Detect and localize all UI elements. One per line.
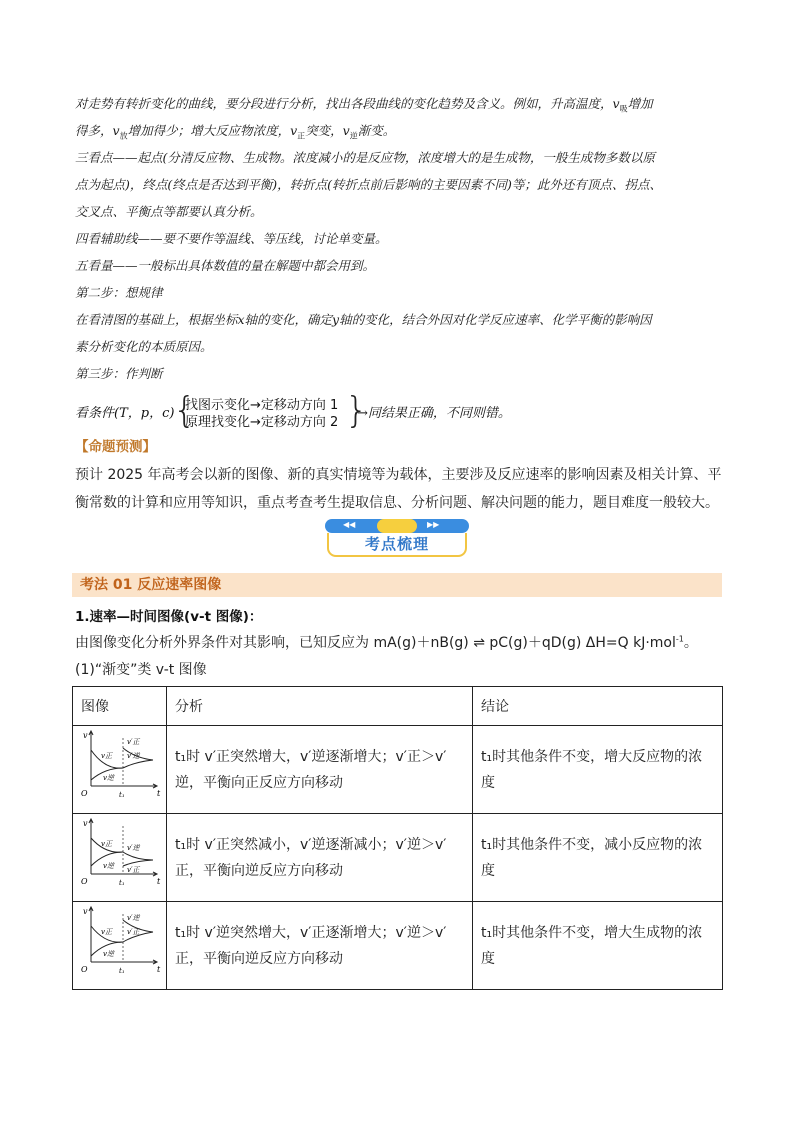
step2-line-1: 在看清图的基础上，根据坐标x轴的变化，确定y轴的变化，结合外因对化学反应速率、化学平衡的影响因 [75,312,652,327]
new-rate-curve-lower [123,760,153,768]
gradual-vt-caption: (1)“渐变”类 v-t 图像 [75,662,207,678]
table-row [73,902,723,990]
x-axis-label: t [157,789,161,798]
header-conclusion: 结论 [473,687,723,726]
y-axis-label: v [83,819,88,828]
right-brace: } [345,390,368,431]
figure-cell [73,902,167,990]
kaofa-title: 考法 01 反应速率图像 [80,577,222,593]
new-rate-curve-upper [123,852,153,860]
x-axis-label: t [157,877,161,886]
intro-line-1: 对走势有转折变化的曲线，要分段进行分析，找出各段曲线的变化趋势及含义。例如，升高温度，$v_吸$增加 [75,96,653,114]
subheading-vt: 1.速率—时间图像(v-t 图像)： [75,609,263,625]
figure-cell [73,726,167,814]
vt-graph [77,728,161,802]
curve-label-left-lower: v逆 [103,862,114,870]
step2-block [75,279,735,387]
conclusion-cell: t₁时其他条件不变，增大反应物的浓度 [473,726,723,814]
intro-line-6: 四看辅助线——要不要作等温线、等压线，讨论单变量。 [75,231,388,246]
vt-table [72,686,723,990]
step3-condition [75,390,675,433]
table-row [73,726,723,814]
condition-route-1: 找图示变化→定移动方向 1 [185,398,339,413]
y-axis-label: v [83,907,88,916]
intro-paragraph [75,90,735,279]
table-row [73,814,723,902]
x-axis-label: t [157,965,161,974]
curve-label-left-lower: v逆 [103,774,114,782]
figure-cell [73,814,167,902]
t1-tick-label: t₁ [119,967,125,975]
step2-line-2: 素分析变化的本质原因。 [75,339,213,354]
banner-pill [377,519,417,533]
step3-title: 第三步：作判断 [75,366,163,381]
curve-label-bottom: v′正 [127,866,140,874]
curve-label-bottom: v′正 [127,928,140,936]
condition-route-2: 原理找变化→定移动方向 2 [185,415,339,430]
section-banner [325,519,469,559]
analysis-cell: t₁时 v′正突然减小，v′逆逐渐减小；v′逆＞v′正，平衡向逆反应方向移动 [167,814,473,902]
intro-line-2: 得多，$v_放$增加得少；增大反应物浓度，$v_正$突变，$v_逆$渐变。 [75,123,396,141]
banner-left-arrows-icon: ◀◀ [343,520,356,529]
conclusion-cell: t₁时其他条件不变，减小反应物的浓度 [473,814,723,902]
curve-label-left-upper: v正 [101,928,112,936]
origin-label: O [81,789,88,798]
curve-label-left-upper: v正 [101,752,112,760]
banner-right-arrows-icon: ▶▶ [427,520,440,529]
intro-line-5: 交叉点、平衡点等都要认真分析。 [75,204,263,219]
condition-result: →同结果正确，不同则错。 [357,406,511,421]
banner-title: 考点梳理 [364,535,429,553]
table-header-row [73,687,723,726]
analysis-cell: t₁时 v′正突然增大，v′逆逐渐增大；v′正＞v′逆，平衡向正反应方向移动 [167,726,473,814]
curve-label-top: v′正 [127,738,140,746]
step2-title: 第二步：想规律 [75,285,163,300]
prediction-text: 预计 2025 年高考会以新的图像、新的真实情境等为载体，主要涉及反应速率的影响因素及相关计算、平衡常数的计算和应用等知识，重点考查考生提取信息、分析问题、解决问题的能力，题目难度一般较大。 [75,467,722,511]
left-brace: { [173,390,196,431]
intro-line-7: 五看量——一般标出具体数值的量在解题中都会用到。 [75,258,376,273]
origin-label: O [81,877,88,886]
intro-line-4: 点为起点)，终点(终点是否达到平衡)，转折点(转折点前后影响的主要因素不同)等；此外还有顶点、拐点、 [75,177,662,192]
vt-graph [77,904,161,978]
origin-label: O [81,965,88,974]
intro-line-3: 三看点——起点(分清反应物、生成物。浓度减小的是反应物，浓度增大的是生成物，一般生成物多数以原 [75,150,655,165]
header-analysis: 分析 [167,687,473,726]
analysis-cell: t₁时 v′逆突然增大，v′正逐渐增大；v′逆＞v′正，平衡向逆反应方向移动 [167,902,473,990]
curve-label-left-lower: v逆 [103,950,114,958]
t1-tick-label: t₁ [119,879,125,887]
banner-box [327,533,467,557]
reaction-description: 由图像变化分析外界条件对其影响，已知反应为 mA(g)＋nB(g) ⇌ pC(g)＋qD(g) ΔH=Q kJ·mol$^{-1}$。 [75,634,698,651]
curve-label-bottom: v′逆 [127,752,140,760]
t1-tick-label: t₁ [119,791,125,799]
kaofa-heading-bar [72,573,722,597]
condition-lead: 看条件(T，p，c) [75,406,175,421]
curve-label-left-upper: v正 [101,840,112,848]
prediction-heading: 【命题预测】 [75,439,156,455]
curve-label-top: v′逆 [127,914,140,922]
conclusion-cell: t₁时其他条件不变，增大生成物的浓度 [473,902,723,990]
y-axis-label: v [83,731,88,740]
header-figure: 图像 [73,687,167,726]
curve-label-top: v′逆 [127,844,140,852]
vt-graph [77,816,161,890]
